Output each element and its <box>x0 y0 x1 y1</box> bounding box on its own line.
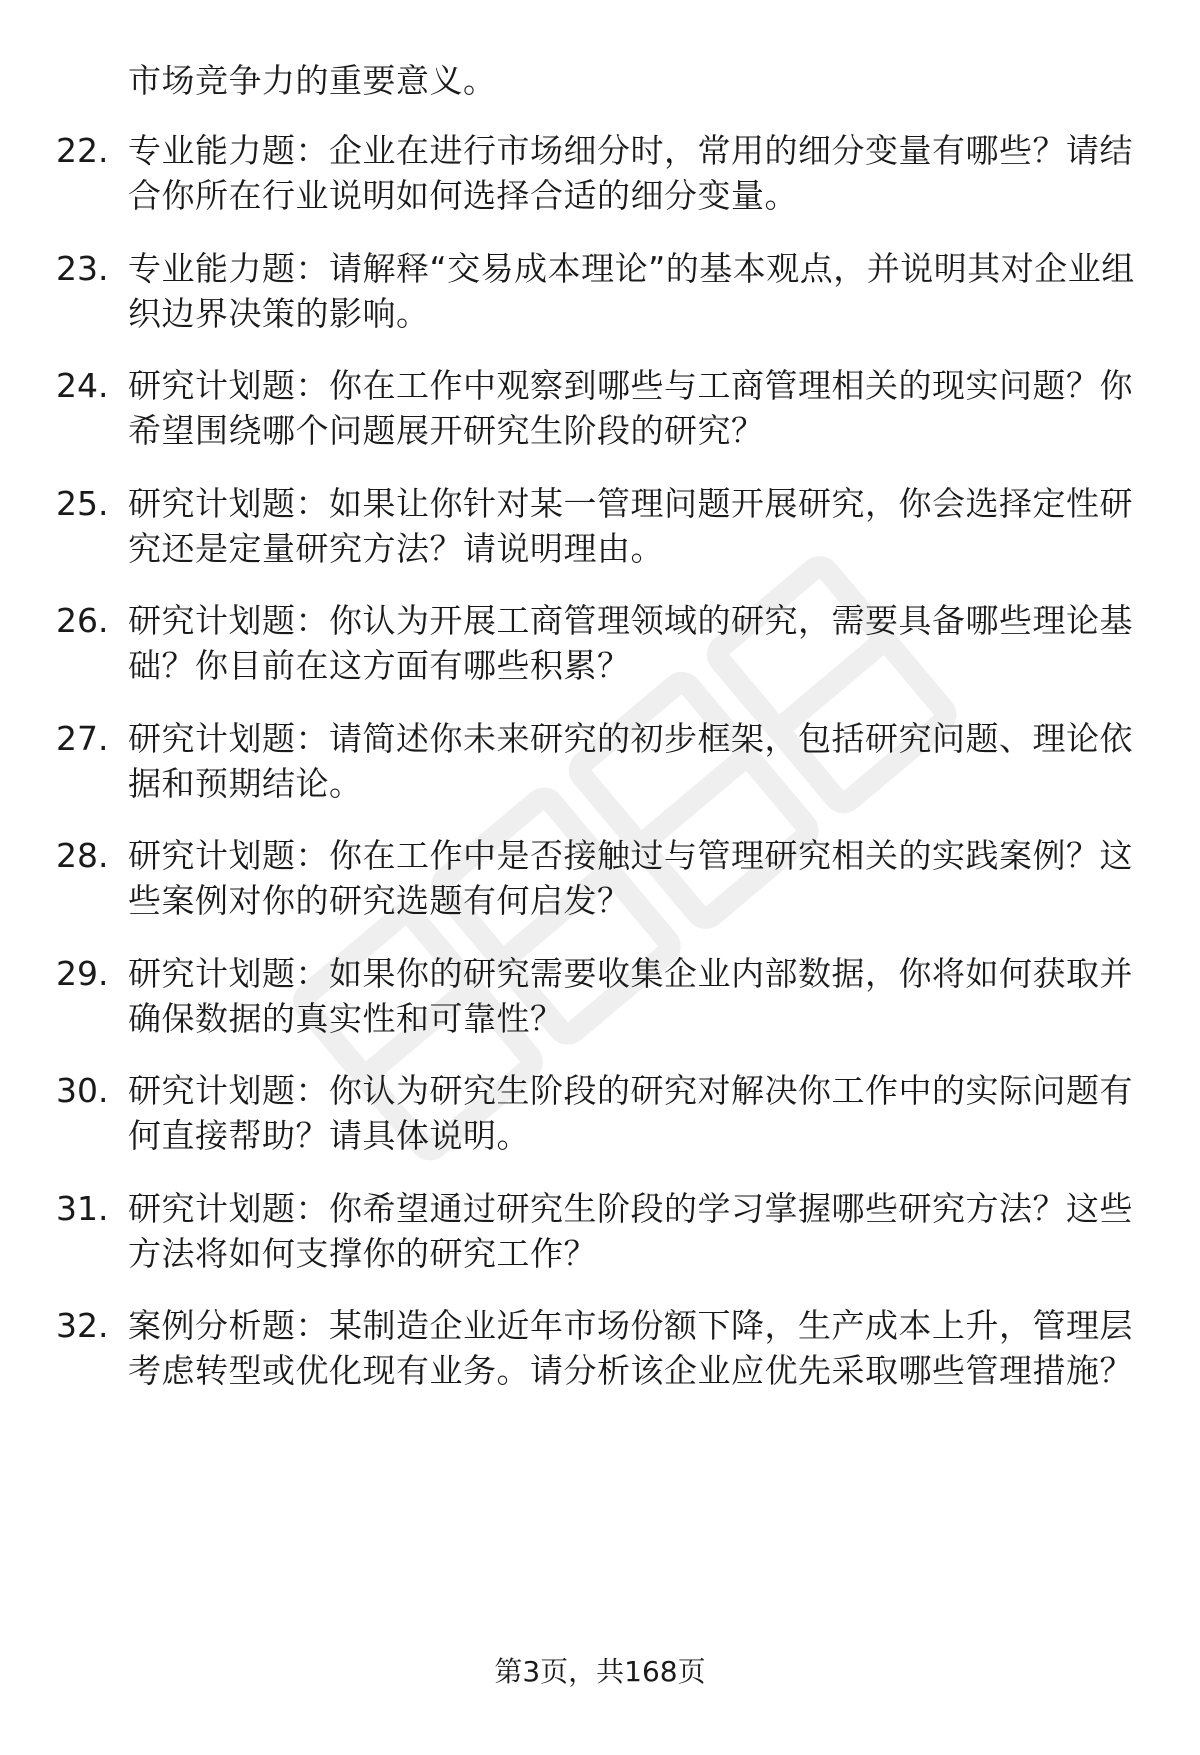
question-number: 30. <box>56 1071 109 1110</box>
continuation-paragraph: 市场竞争力的重要意义。 <box>128 61 497 100</box>
question-text: 案例分析题：某制造企业近年市场份额下降，生产成本上升，管理层考虑转型或优化现有业务。请分析该企业应优先采取哪些管理措施？ <box>128 1306 1133 1390</box>
question-number: 25. <box>56 484 109 523</box>
question-text: 研究计划题：你认为开展工商管理领域的研究，需要具备哪些理论基础？你目前在这方面有哪些积累？ <box>128 601 1133 685</box>
question-number: 31. <box>56 1189 109 1228</box>
question-number: 28. <box>56 836 109 875</box>
question-text: 研究计划题：请简述你未来研究的初步框架，包括研究问题、理论依据和预期结论。 <box>128 719 1133 803</box>
question-number: 23. <box>56 249 109 288</box>
question-text: 研究计划题：你在工作中是否接触过与管理研究相关的实践案例？这些案例对你的研究选题有何启发？ <box>128 836 1133 920</box>
question-text: 研究计划题：你认为研究生阶段的研究对解决你工作中的实际问题有何直接帮助？请具体说明。 <box>128 1071 1133 1155</box>
question-text: 研究计划题：你在工作中观察到哪些与工商管理相关的现实问题？你希望围绕哪个问题展开研究生阶段的研究？ <box>128 366 1133 450</box>
question-text: 研究计划题：你希望通过研究生阶段的学习掌握哪些研究方法？这些方法将如何支撑你的研究工作？ <box>128 1189 1133 1273</box>
question-text: 专业能力题：请解释“交易成本理论”的基本观点，并说明其对企业组织边界决策的影响。 <box>128 249 1135 333</box>
question-text: 研究计划题：如果让你针对某一管理问题开展研究，你会选择定性研究还是定量研究方法？请说明理由。 <box>128 484 1133 568</box>
question-number: 24. <box>56 366 109 405</box>
question-text: 专业能力题：企业在进行市场细分时，常用的细分变量有哪些？请结合你所在行业说明如何选择合适的细分变量。 <box>128 131 1133 215</box>
question-number: 22. <box>56 131 109 170</box>
question-text: 研究计划题：如果你的研究需要收集企业内部数据，你将如何获取并确保数据的真实性和可靠性？ <box>128 954 1133 1038</box>
question-number: 29. <box>56 954 109 993</box>
question-number: 32. <box>56 1306 109 1345</box>
page-footer: 第3页，共168页 <box>494 1655 706 1688</box>
question-number: 26. <box>56 601 109 640</box>
question-number: 27. <box>56 719 109 758</box>
